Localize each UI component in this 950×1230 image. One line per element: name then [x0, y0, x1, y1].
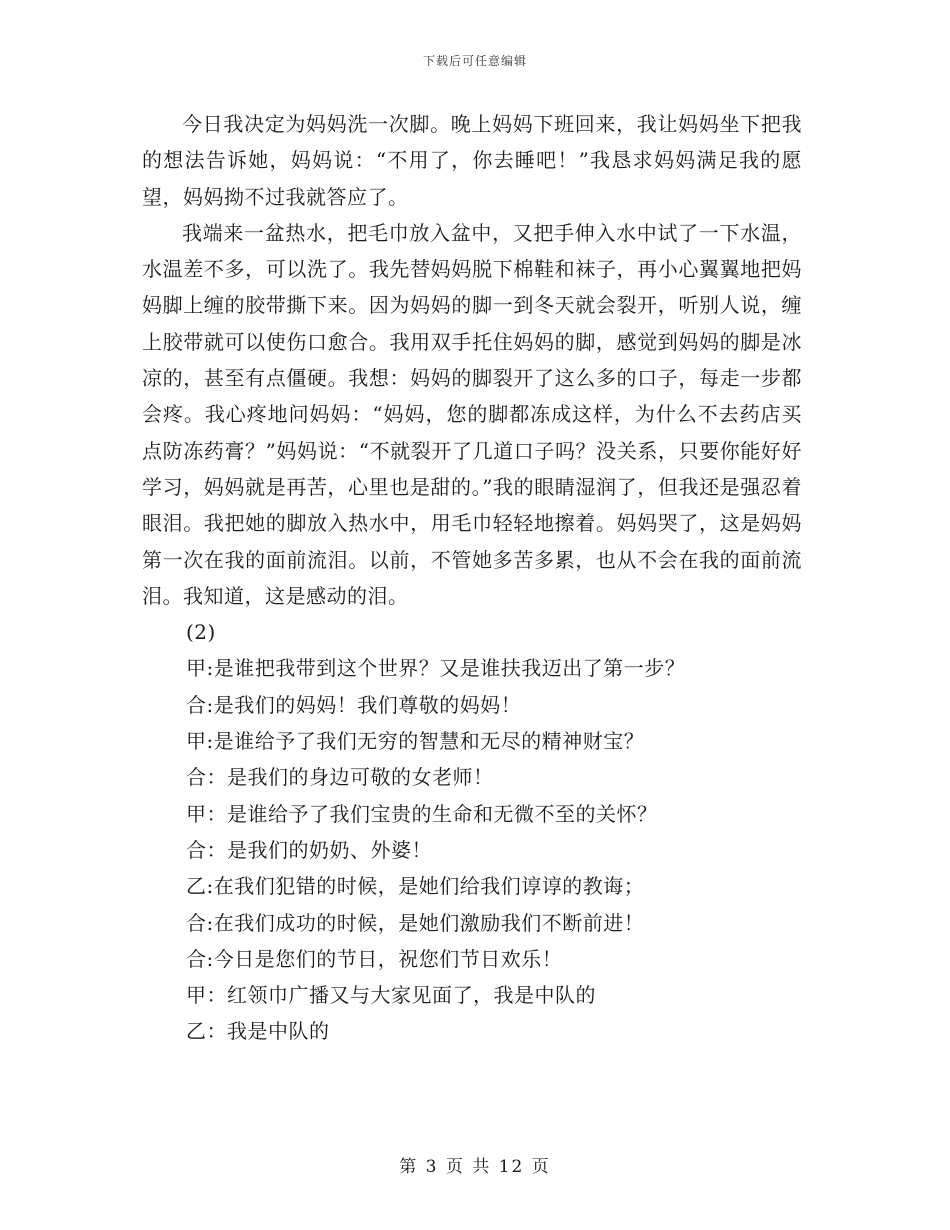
dialogue-line: 合：是我们的奶奶、外婆！ — [186, 837, 432, 862]
page-footer: 第 3 页 共 12 页 — [399, 1157, 551, 1177]
dialogue-line: 合:是我们的妈妈！我们尊敬的妈妈！ — [186, 692, 522, 717]
paragraph: 今日我决定为妈妈洗一次脚。晚上妈妈下班回来，我让妈妈坐下把我的想法告诉她，妈妈说：“不用了，你去睡吧！”我恳求妈妈满足我的愿望，妈妈拗不过我就答应了。 — [142, 112, 802, 209]
section-number: (2) — [186, 620, 216, 645]
dialogue-line: 乙：我是中队的 — [186, 1019, 330, 1044]
dialogue-line: 甲：是谁给予了我们宝贵的生命和无微不至的关怀？ — [186, 801, 658, 826]
document-body — [142, 106, 802, 1050]
dialogue-line: 合:在我们成功的时候，是她们激励我们不断前进！ — [186, 910, 645, 935]
dialogue-line: 甲:是谁给予了我们无穷的智慧和无尽的精神财宝？ — [186, 729, 645, 754]
dialogue-line: 甲:是谁把我带到这个世界？又是谁扶我迈出了第一步？ — [186, 656, 686, 681]
dialogue-line: 合：是我们的身边可敬的女老师！ — [186, 765, 494, 790]
dialogue-line: 合:今日是您们的节日，祝您们节日欢乐！ — [186, 946, 563, 971]
paragraph: 我端来一盆热水，把毛巾放入盆中，又把手伸入水中试了一下水温，水温差不多，可以洗了。我先替妈妈脱下棉鞋和袜子，再小心翼翼地把妈妈脚上缠的胶带撕下来。因为妈妈的脚一到冬天就会裂开，听别人说，缠上胶带就可以使伤口愈合。我用双手托住妈妈的脚，感觉到妈妈的脚是冰凉的，甚至有点僵硬。我想：妈妈的脚裂开了这么多的口子，每走一步都会疼。我心疼地问妈妈：“妈妈，您的脚都冻成这样，为什么不去药店买点防冻药膏？”妈妈说：“不就裂开了几道口子吗？没关系，只要你能好好学习，妈妈就是再苦，心里也是甜的。”我的眼睛湿润了，但我还是强忍着眼泪。我把她的脚放入热水中，用毛巾轻轻地擦着。妈妈哭了，这是妈妈第一次在我的面前流泪。以前，不管她多苦多累，也从不会在我的面前流泪。我知道，这是感动的泪。 — [142, 220, 802, 608]
dialogue-line: 乙:在我们犯错的时候，是她们给我们谆谆的教诲； — [186, 874, 645, 899]
dialogue-line: 甲：红领巾广播又与大家见面了，我是中队的 — [186, 983, 596, 1008]
page-header: 下载后可任意编辑 — [422, 54, 527, 68]
